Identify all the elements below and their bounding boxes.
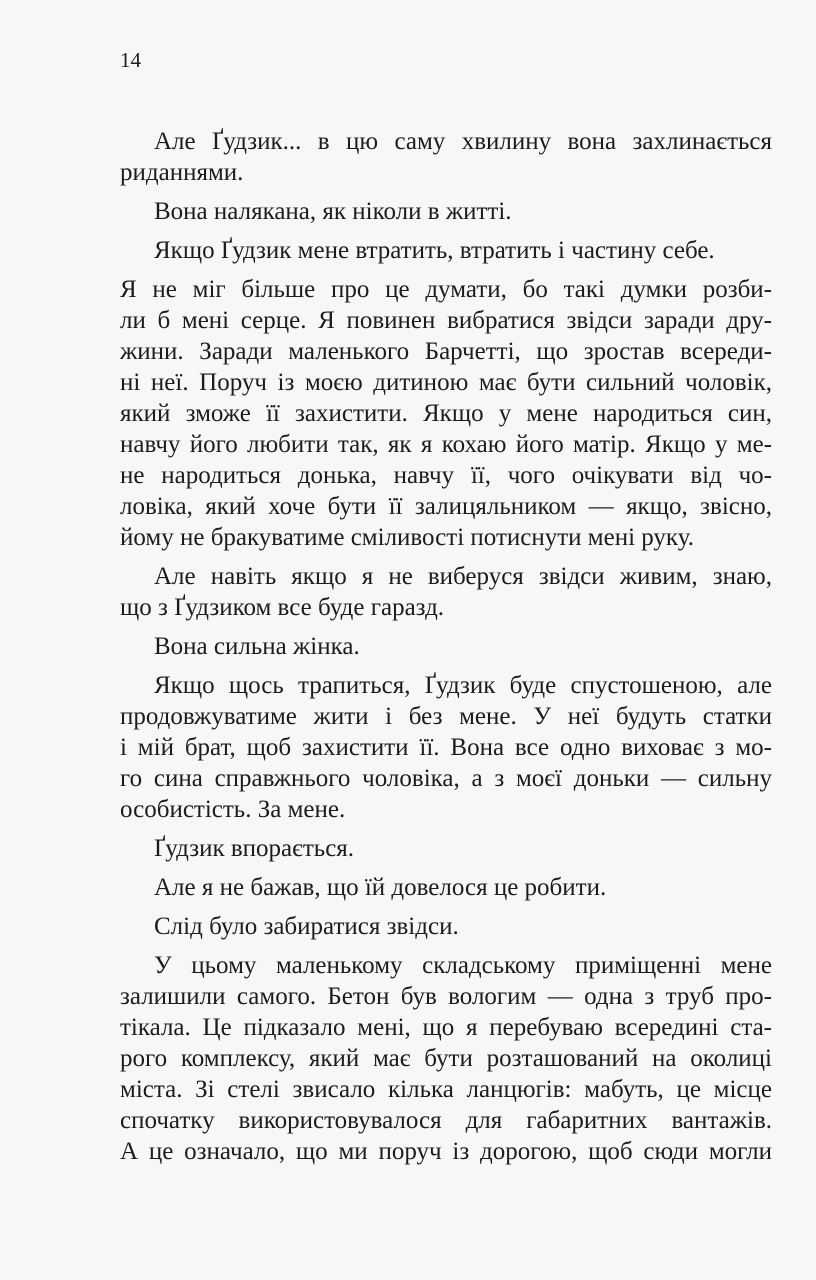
text-line: Вона сильна жінка. — [154, 633, 360, 660]
body-text — [120, 126, 772, 1167]
text-line: тікала. Це підказало мені, що я перебуваю всередині ста- — [120, 1014, 772, 1041]
text-line: Вона налякана, як ніколи в житті. — [154, 198, 512, 225]
text-line: спочатку використовувалося для габаритних вантажів. — [120, 1107, 772, 1134]
text-line: рого комплексу, який має бути розташований на околиці — [120, 1045, 772, 1072]
text-line: Але Ґудзик... в цю саму хвилину вона захлинається — [154, 128, 772, 155]
text-line: А це означало, що ми поруч із дорогою, щоб сюди могли — [120, 1138, 772, 1165]
text-line: Ґудзик впорається. — [154, 835, 355, 862]
text-line: Якщо Ґудзик мене втратить, втратить і частину себе. — [154, 237, 715, 264]
text-line: риданнями. — [120, 159, 244, 186]
text-line: го сина справжнього чоловіка, а з моєї доньки — сильну — [120, 765, 772, 792]
page-number: 14 — [120, 48, 141, 72]
text-line: Слід було забиратися звідси. — [154, 913, 459, 940]
text-line: Якщо щось трапиться, Ґудзик буде спустошеною, але — [154, 672, 772, 699]
text-line: що з Ґудзиком все буде гаразд. — [120, 594, 445, 621]
text-line: міста. Зі стелі звисало кілька ланцюгів: мабуть, це місце — [120, 1076, 772, 1103]
text-line: не народиться донька, навчу її, чого очікувати від чо- — [120, 462, 772, 489]
text-line: Але я не бажав, що їй довелося це робити. — [154, 874, 607, 901]
text-line: ли б мені серце. Я повинен вибратися звідси заради дру- — [120, 307, 772, 334]
text-line: Але навіть якщо я не виберуся звідси живим, знаю, — [154, 563, 772, 590]
text-line: йому не бракуватиме сміливості потиснути мені руку. — [120, 524, 694, 551]
text-line: жини. Заради маленького Барчетті, що зростав всереди- — [120, 338, 772, 365]
text-line: продовжуватиме жити і без мене. У неї будуть статки — [120, 703, 772, 730]
text-line: який зможе її захистити. Якщо у мене народиться син, — [120, 400, 772, 427]
text-line: залишили самого. Бетон був вологим — одна з труб про- — [120, 983, 772, 1010]
text-line: Я не міг більше про це думати, бо такі думки розби- — [120, 276, 772, 303]
text-line: ловіка, який хоче бути її залицяльником — якщо, звісно, — [120, 493, 772, 520]
text-line: особистість. За мене. — [120, 796, 346, 823]
text-line: навчу його любити так, як я кохаю його матір. Якщо у ме- — [120, 431, 772, 458]
text-line: У цьому маленькому складському приміщенні мене — [154, 952, 772, 979]
text-line: і мій брат, щоб захистити її. Вона все одно виховає з мо- — [120, 734, 772, 761]
text-line: ні неї. Поруч із моєю дитиною має бути сильний чоловік, — [120, 369, 772, 396]
